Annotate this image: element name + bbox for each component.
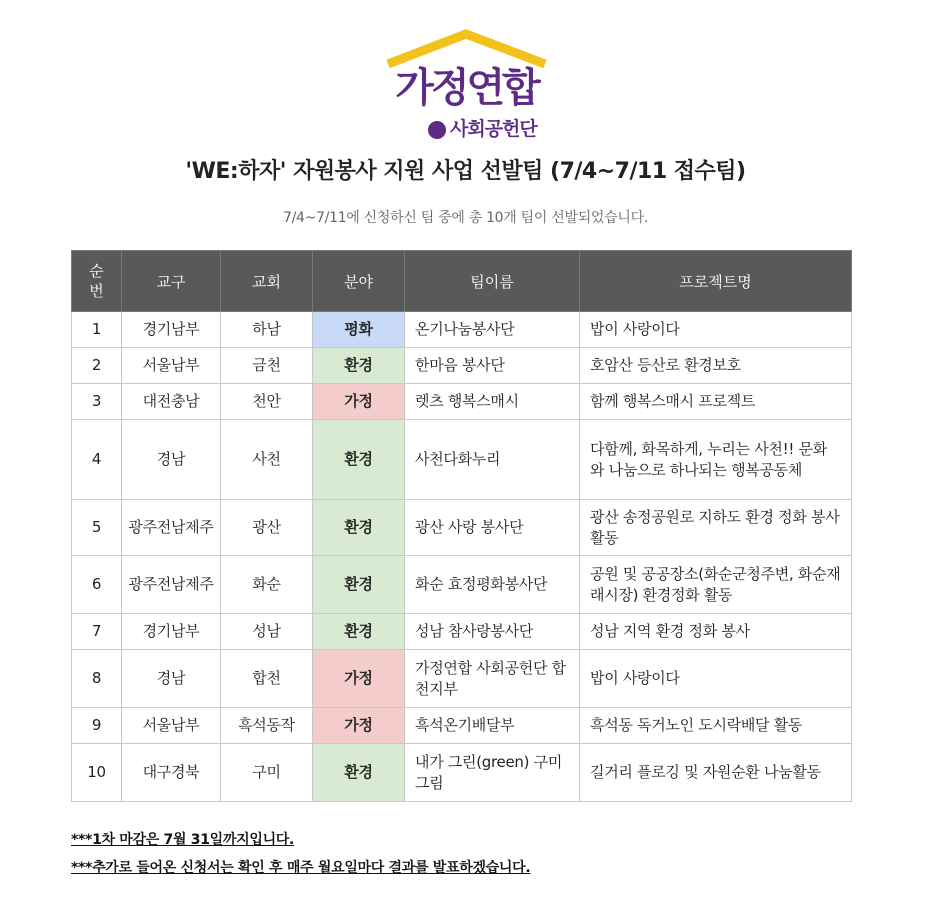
cell-district: 대전충남 [122, 384, 221, 420]
cell-field: 환경 [313, 348, 405, 384]
cell-project: 길거리 플로깅 및 자원순환 나눔활동 [580, 744, 852, 802]
table-row [72, 650, 852, 708]
table-row [72, 708, 852, 744]
cell-field: 환경 [313, 556, 405, 614]
cell-church: 합천 [221, 650, 313, 708]
deadline-note: ***1차 마감은 7월 31일까지입니다. [71, 832, 295, 848]
page-title: 'WE:하자' 자원봉사 지원 사업 선발팀 (7/4~7/11 접수팀) [185, 159, 746, 184]
cell-field: 환경 [313, 500, 405, 556]
cell-field: 가정 [313, 708, 405, 744]
cell-team: 흑석온기배달부 [405, 708, 580, 744]
cell-church: 하남 [221, 312, 313, 348]
header-project: 프로젝트명 [580, 251, 852, 312]
cell-district: 대구경북 [122, 744, 221, 802]
cell-church: 구미 [221, 744, 313, 802]
cell-no: 10 [72, 744, 122, 802]
logo-sub-text: 사회공헌단 [450, 118, 537, 140]
cell-project: 호암산 등산로 환경보호 [580, 348, 852, 384]
cell-field: 환경 [313, 614, 405, 650]
header-team: 팀이름 [405, 251, 580, 312]
cell-church: 화순 [221, 556, 313, 614]
table-row [72, 312, 852, 348]
cell-district: 서울남부 [122, 708, 221, 744]
cell-team: 한마음 봉사단 [405, 348, 580, 384]
cell-no: 8 [72, 650, 122, 708]
table-row [72, 556, 852, 614]
cell-church: 흑석동작 [221, 708, 313, 744]
table-row [72, 348, 852, 384]
cell-no: 2 [72, 348, 122, 384]
cell-district: 광주전남제주 [122, 556, 221, 614]
cell-field: 평화 [313, 312, 405, 348]
table-header-row [72, 251, 852, 312]
cell-project: 함께 행복스매시 프로젝트 [580, 384, 852, 420]
cell-project: 광산 송정공원로 지하도 환경 정화 봉사활동 [580, 500, 852, 556]
cell-team: 사천다화누리 [405, 420, 580, 500]
announcement-note: ***추가로 들어온 신청서는 확인 후 매주 월요일마다 결과를 발표하겠습니다. [71, 860, 531, 876]
cell-project: 공원 및 공공장소(화순군청주변, 화순재래시장) 환경정화 활동 [580, 556, 852, 614]
cell-team: 내가 그린(green) 구미 그림 [405, 744, 580, 802]
cell-church: 광산 [221, 500, 313, 556]
cell-project: 밥이 사랑이다 [580, 650, 852, 708]
cell-church: 성남 [221, 614, 313, 650]
logo-main-text: 가정연합 [395, 65, 538, 111]
cell-team: 광산 사랑 봉사단 [405, 500, 580, 556]
cell-church: 금천 [221, 348, 313, 384]
table-row [72, 614, 852, 650]
cell-field: 가정 [313, 650, 405, 708]
cell-project: 흑석동 독거노인 도시락배달 활동 [580, 708, 852, 744]
cell-district: 경기남부 [122, 614, 221, 650]
page-subtitle: 7/4~7/11에 신청하신 팀 중에 총 10개 팀이 선발되었습니다. [283, 210, 648, 226]
cell-church: 천안 [221, 384, 313, 420]
cell-no: 7 [72, 614, 122, 650]
cell-field: 환경 [313, 420, 405, 500]
cell-field: 가정 [313, 384, 405, 420]
cell-team: 렛츠 행복스매시 [405, 384, 580, 420]
cell-team: 화순 효정평화봉사단 [405, 556, 580, 614]
cell-district: 경남 [122, 650, 221, 708]
cell-no: 5 [72, 500, 122, 556]
table-row [72, 500, 852, 556]
header-field: 분야 [313, 251, 405, 312]
cell-district: 경기남부 [122, 312, 221, 348]
table-row [72, 384, 852, 420]
cell-project: 밥이 사랑이다 [580, 312, 852, 348]
cell-field: 환경 [313, 744, 405, 802]
cell-district: 서울남부 [122, 348, 221, 384]
cell-no: 6 [72, 556, 122, 614]
header-no: 순번 [72, 251, 122, 312]
cell-team: 성남 참사랑봉사단 [405, 614, 580, 650]
cell-project: 성남 지역 환경 정화 봉사 [580, 614, 852, 650]
cell-team: 가정연합 사회공헌단 합천지부 [405, 650, 580, 708]
cell-no: 1 [72, 312, 122, 348]
cell-team: 온기나눔봉사단 [405, 312, 580, 348]
table-row [72, 744, 852, 802]
selection-table [71, 250, 852, 802]
cell-district: 광주전남제주 [122, 500, 221, 556]
cell-no: 9 [72, 708, 122, 744]
table-row [72, 420, 852, 500]
cell-project: 다함께, 화목하게, 누리는 사천!! 문화와 나눔으로 하나되는 행복공동체 [580, 420, 852, 500]
cell-no: 4 [72, 420, 122, 500]
cell-district: 경남 [122, 420, 221, 500]
header-district: 교구 [122, 251, 221, 312]
cell-no: 3 [72, 384, 122, 420]
cell-church: 사천 [221, 420, 313, 500]
header-church: 교회 [221, 251, 313, 312]
logo [384, 28, 549, 143]
